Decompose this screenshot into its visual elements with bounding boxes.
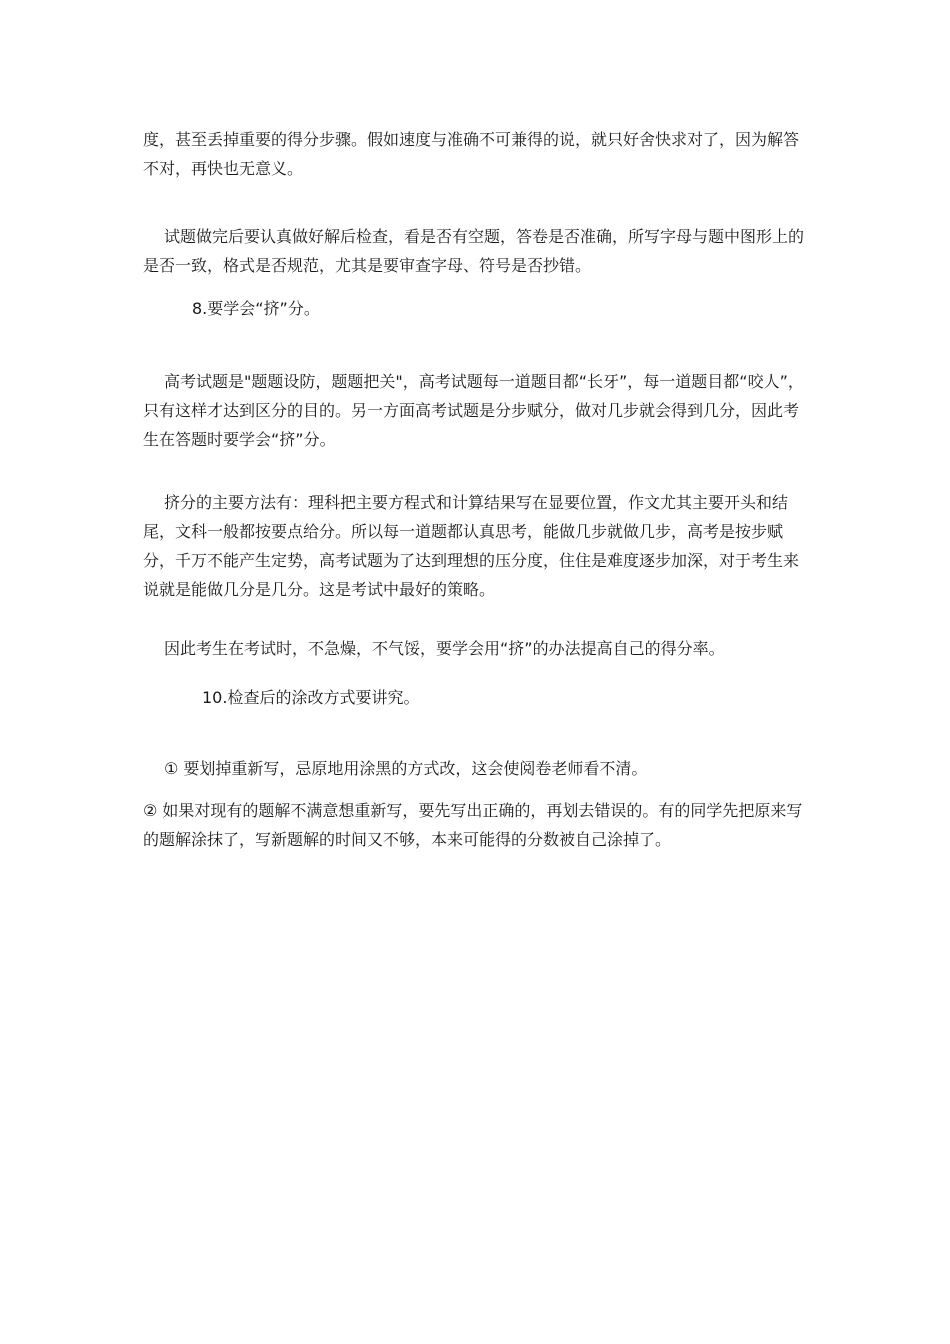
- list-item-1: ① 要划掉重新写，忌原地用涂黑的方式改，这会使阅卷老师看不清。: [164, 759, 648, 778]
- paragraph-conclusion: 因此考生在考试时，不急燥，不气馁，要学会用“挤”的办法提高自己的得分率。: [164, 639, 725, 658]
- paragraph-exam-design: 高考试题是"题题设防，题题把关"，高考试题每一道题目都“长牙”，每一道题目都“咬人”，只有这样才达到区分的目的。另一方面高考试题是分步赋分，做对几步就会得到几分，因此考生在答题时要学会“挤”分。: [143, 372, 804, 449]
- paragraph-speed-accuracy: 度，甚至丢掉重要的得分步骤。假如速度与准确不可兼得的说，就只好舍快求对了，因为解答不对，再快也无意义。: [143, 130, 800, 178]
- section-heading-10: 10.检查后的涂改方式要讲究。: [202, 688, 420, 707]
- list-item-2: ② 如果对现有的题解不满意想重新写，要先写出正确的，再划去错误的。有的同学先把原来写的题解涂抹了，写新题解的时间又不够，本来可能得的分数被自己涂掉了。: [143, 801, 803, 849]
- section-heading-8: 8.要学会“挤”分。: [192, 299, 320, 318]
- paragraph-check-answers: 试题做完后要认真做好解后检查，看是否有空题，答卷是否准确，所写字母与题中图形上的是否一致，格式是否规范，尤其是要审查字母、符号是否抄错。: [143, 227, 805, 275]
- paragraph-squeeze-methods: 挤分的主要方法有：理科把主要方程式和计算结果写在显要位置，作文尤其主要开头和结尾，文科一般都按要点给分。所以每一道题都认真思考，能做几步就做几步，高考是按步赋分，千万不能产生定势，高考试题为了达到理想的压分度，住住是难度逐步加深，对于考生来说就是能做几分是几分。这是考试中最好的策略。: [143, 493, 800, 599]
